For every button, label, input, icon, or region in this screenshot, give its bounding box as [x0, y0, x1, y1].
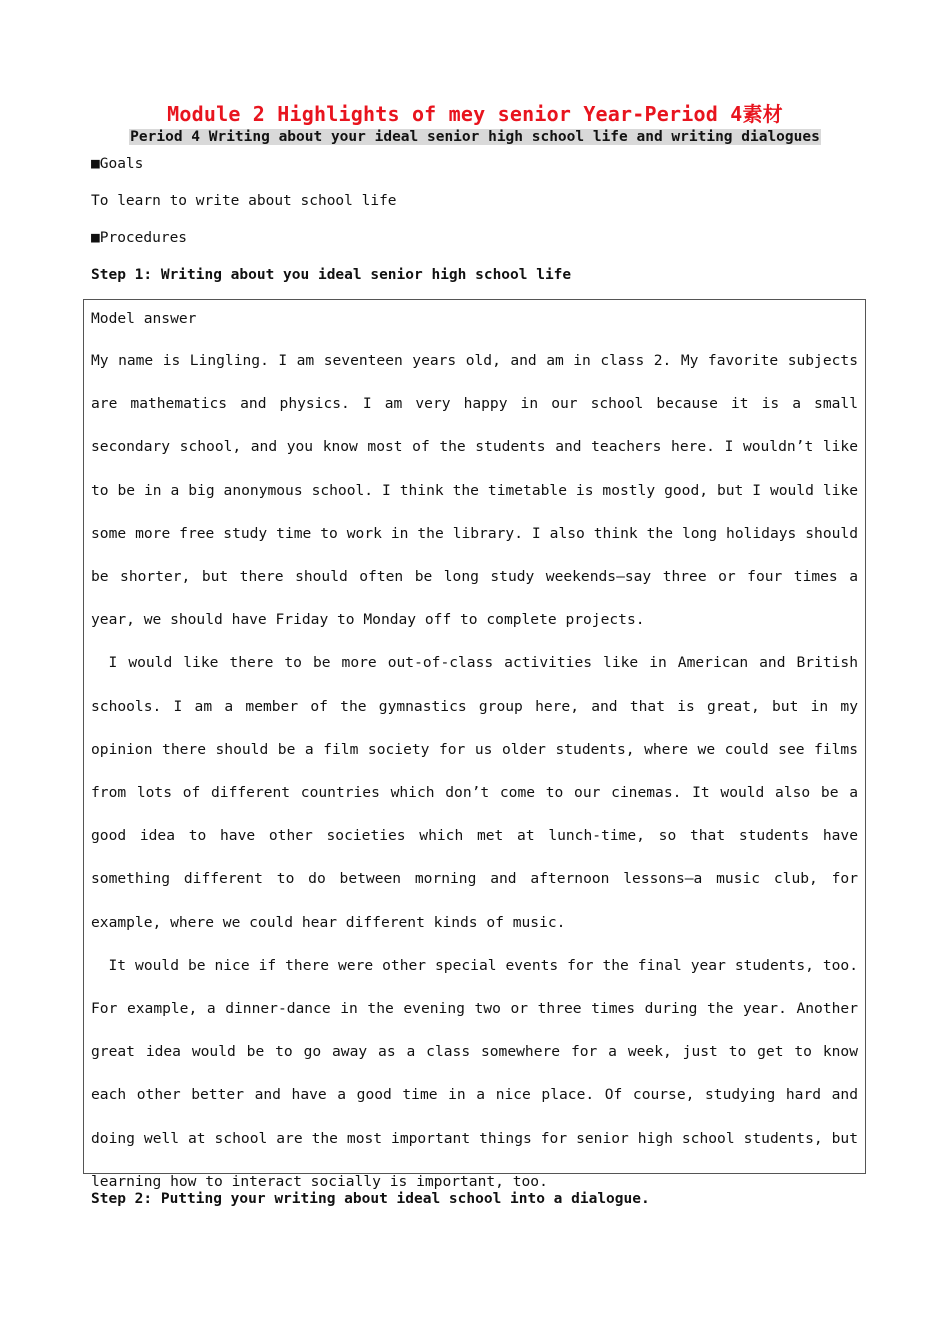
step-2-heading: Step 2: Putting your writing about ideal school into a dialogue.	[91, 1191, 650, 1207]
model-paragraph-1: My name is Lingling. I am seventeen years old, and am in class 2. My favorite subjects are mathematics and physics. I am very happy in our school because it is a small secondary school, and you know most of the students and teachers here. I wouldn’t like to be in a big anonymous school. I think the timetable is mostly good, but I would like some more free study time to work in the library. I also think the long holidays should be shorter, but there should often be long study weekends—say three or four times a year, we should have Friday to Monday off to complete projects.	[91, 352, 858, 629]
model-answer-text	[91, 304, 858, 1203]
model-paragraph-3: It would be nice if there were other special events for the final year students, too. For example, a dinner-dance in the evening two or three times during the year. Another great idea would be to go away as a class somewhere for a week, just to get to know each other better and have a good time in a nice place. Of course, studying hard and doing well at school are the most important things for senior high school students, but learning how to interact socially is important, too.	[91, 956, 858, 1190]
goals-heading: ■Goals	[91, 156, 144, 172]
page-subtitle	[0, 129, 950, 145]
goals-text: To learn to write about school life	[91, 193, 397, 209]
subtitle-text: Period 4 Writing about your ideal senior high school life and writing dialogues	[130, 129, 820, 145]
page-title: Module 2 Highlights of mey senior Year-Period 4素材	[167, 102, 783, 126]
model-answer-box	[83, 299, 866, 1190]
step-1-heading: Step 1: Writing about you ideal senior high school life	[91, 267, 572, 283]
model-paragraph-2: I would like there to be more out-of-class activities like in American and British schools. I am a member of the gymnastics group here, and that is great, but in my opinion there should be a film society for us older students, where we could see films from lots of different countries which don’t come to our cinemas. It would also be a good idea to have other societies which met at lunch-time, so that students have something different to do between morning and afternoon lessons—a music club, for example, where we could hear different kinds of music.	[91, 654, 858, 931]
model-answer-label: Model answer	[91, 310, 197, 327]
procedures-heading: ■Procedures	[91, 230, 188, 246]
